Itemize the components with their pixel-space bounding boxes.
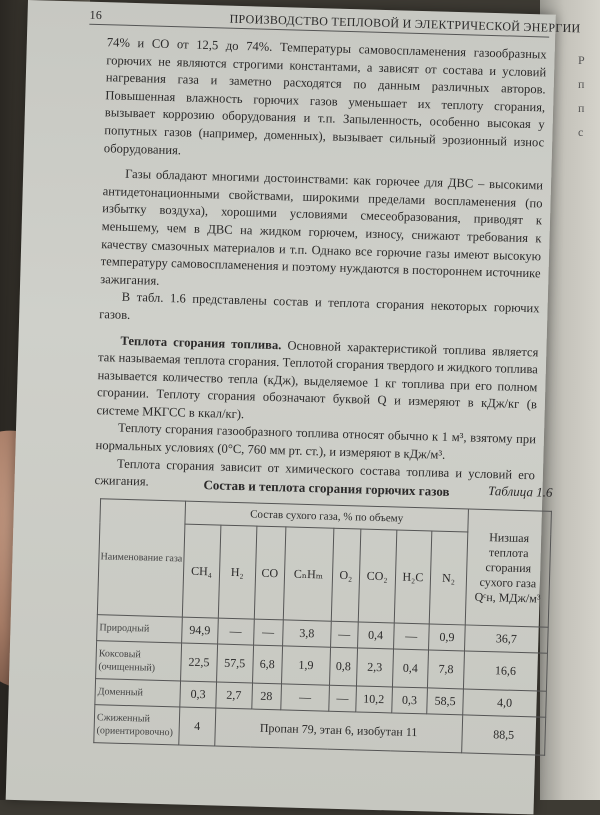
page-number: 16 [89, 7, 103, 23]
table-cell: 2,3 [356, 648, 393, 687]
table-cell: 28 [251, 683, 281, 710]
adjacent-page-letters [578, 48, 598, 144]
table-cell: 58,5 [427, 688, 464, 715]
section-paragraph [96, 332, 538, 432]
table-cell: 6,8 [252, 645, 282, 684]
section-paragraph: Теплоту сгорания газообразного топлива относят обычно к 1 м³, взятому при нормальных условиях (0°C, 760 мм рт. ст.), и измеряют в кДж/м³. [95, 421, 537, 462]
table-cell: 0,3 [391, 687, 427, 714]
table-cell: 3,8 [282, 620, 331, 647]
table-cell: — [393, 623, 429, 650]
heat-header-line: сгорания [485, 559, 532, 576]
adjacent-letter: Р [578, 53, 585, 67]
section-heading: Теплота сгорания топлива. [120, 333, 282, 352]
table-cell: 7,8 [428, 650, 465, 689]
table-cell: 0,9 [429, 624, 466, 651]
heat-header-line: сухого газа [479, 574, 537, 591]
running-title: ПРОИЗВОДСТВО ТЕПЛОВОЙ И ЭЛЕКТРИЧЕСКОЙ ЭНЕРГИИ [229, 11, 581, 36]
table-cell: — [331, 621, 359, 648]
heat-header-line: теплота [488, 545, 529, 561]
col-header-component: H₂ [218, 525, 256, 619]
table-title: Состав и теплота сгорания горючих газов [203, 477, 450, 499]
table-cell: 0,3 [180, 681, 216, 708]
paragraph: Газы обладают многими достоинствами: как горючее для ДВС – высокими антидетонационными свойствами, широкими пределами воспламенения (по избытку воздуха), хорошими условиями смесеобразования, приводят к меньшему, чем в ДВС на жидком горючем, износу, снижают требования к качеству смазочных материалов и т.п. Однако все горючие газы имеют высокую температуру самовоспламенения и поэтому нуждаются в постороннем источнике зажигания. [100, 166, 544, 288]
table-cell: — [253, 619, 283, 646]
paragraph: 74% и СО от 12,5 до 74%. Температуры самовоспламенения газообразных горючих не являются строгими константами, а зависят от состава и условий нагревания газа и заметно расходятся по данным различных авторов. Повышенная влажность горючих газов уменьшает их теплоту сгорания, вызывает коррозию оборудования и т.п. Запыленность, особенно высокая у попутных газов (например, доменных), вызывает сильный эрозионный износ оборудования. [103, 35, 547, 157]
adjacent-letter: с [578, 125, 584, 139]
table-cell: 4 [179, 707, 216, 746]
table-cell-heat: 4,0 [463, 689, 547, 717]
row-name: Коксовый (очищенный) [96, 641, 182, 681]
table-cell-span: Пропан 79, этан 6, изобутан 11 [215, 708, 463, 753]
adjacent-letter: п [578, 77, 585, 91]
col-header-heat [465, 509, 551, 627]
table-cell: 94,9 [182, 617, 218, 644]
table-cell-heat: 36,7 [464, 625, 548, 653]
paragraph: В табл. 1.6 представлены состав и теплота сгорания некоторых горючих газов. [99, 290, 540, 322]
col-header-component: CH₄ [182, 524, 220, 618]
gas-table [93, 498, 552, 756]
table-label: Таблица 1.6 [487, 483, 553, 500]
col-header-component: H₂C [394, 530, 432, 624]
page-header [89, 6, 581, 38]
table-cell: 0,8 [329, 647, 357, 686]
row-name: Природный [97, 615, 183, 643]
col-header-component: O₂ [331, 528, 360, 622]
table-cell: 0,4 [357, 622, 393, 649]
row-name: Сжиженный (ориентировочно) [94, 705, 180, 745]
book-page [6, 0, 581, 814]
col-header-component: N₂ [429, 531, 467, 625]
row-name: Доменный [95, 679, 181, 707]
body-text [94, 34, 547, 502]
table-cell-heat: 16,6 [463, 651, 547, 691]
section-paragraph: Теплота сгорания зависит от химического состава топлива и условий его сжигания. [94, 456, 536, 489]
table-cell: 10,2 [356, 686, 392, 713]
table-cell: 22,5 [181, 643, 218, 682]
table-cell: 57,5 [216, 644, 253, 683]
col-header-group: Состав сухого газа, % по объему [185, 501, 469, 532]
heat-header-line: Qᶜн, МДж/м³ [474, 589, 541, 606]
table-cell: — [217, 618, 253, 645]
adjacent-letter: п [578, 101, 585, 115]
table-block [93, 472, 552, 756]
col-header-component: CO [254, 526, 286, 620]
table-cell: 0,4 [392, 649, 429, 688]
col-header-name: Наименование газа [97, 499, 185, 617]
col-header-component: CO₂ [358, 529, 396, 623]
heat-header-line: Низшая [489, 530, 530, 546]
col-header-component: CₙHₘ [283, 527, 334, 621]
table-cell: — [281, 684, 330, 711]
table-cell: 1,9 [281, 646, 330, 685]
table-cell: 2,7 [216, 682, 252, 709]
table-cell: — [329, 685, 357, 712]
table-cell-heat: 88,5 [462, 715, 546, 755]
section-text: Основной характеристикой топлива является так называемая теплота сгорания. Теплотой сгорания твердого и жидкого топлива называется количество тепла (кДж), выделяемое 1 кг топлива при его полном сгорании. Теплоту сгорания обозначают буквой Q и измеряют в кДж/кг (в системе МКГСС в ккал/кг). [96, 337, 539, 422]
